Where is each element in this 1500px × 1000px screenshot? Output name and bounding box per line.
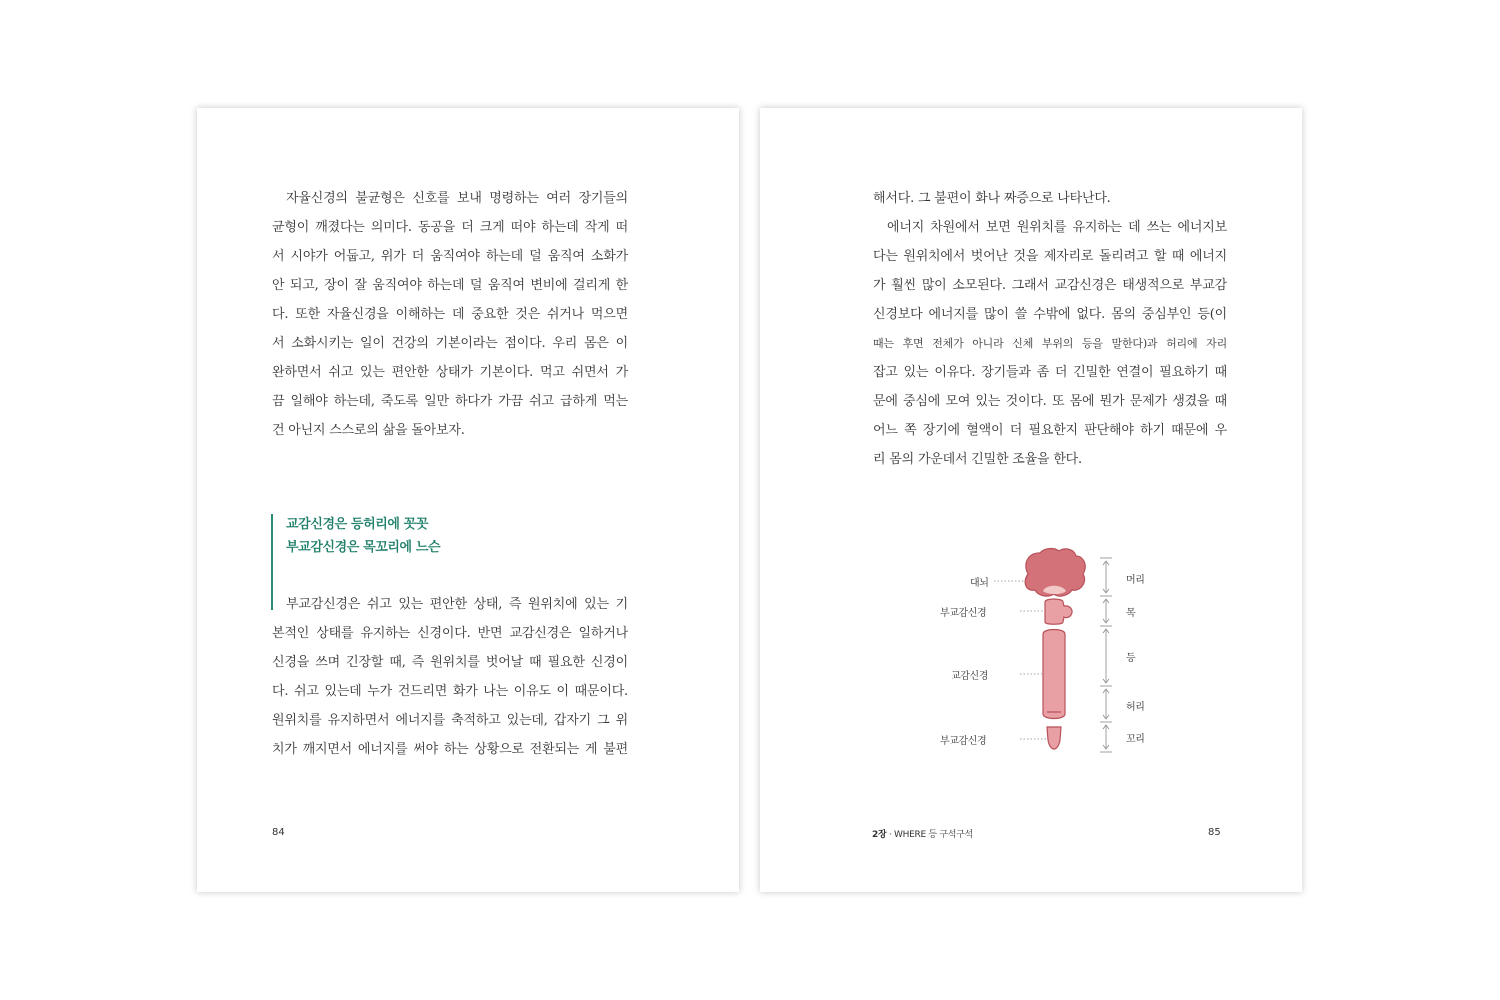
text-line: 때는 후면 전체가 아니라 신체 부위의 등을 말한다)과 허리에 자리 xyxy=(873,337,1227,350)
text-line: 해서다. 그 불편이 화나 짜증으로 나타난다. xyxy=(873,191,1111,206)
paragraph-parasympathetic xyxy=(272,590,628,764)
text-line: 어느 쪽 장기에 혈액이 더 필요한지 판단해야 하기 때문에 우 xyxy=(873,423,1227,438)
label-parasympathetic-upper: 부교감신경 xyxy=(940,608,987,619)
text-line: 건 아닌지 스스로의 삶을 돌아보자. xyxy=(272,423,465,438)
label-tail: 꼬리 xyxy=(1126,734,1145,745)
brain-shape xyxy=(1025,549,1085,597)
text-line: 리 몸의 가운데서 긴밀한 조율을 한다. xyxy=(873,452,1082,467)
section-heading xyxy=(286,513,440,559)
left-page xyxy=(197,108,739,892)
tail-shape xyxy=(1047,727,1061,749)
text-line: 문에 중심에 모여 있는 것이다. 또 몸에 뭔가 문제가 생겼을 때 xyxy=(873,394,1227,409)
text-line: 에너지 차원에서 보면 원위치를 유지하는 데 쓰는 에너지보 xyxy=(887,220,1227,235)
text-line: 원위치를 유지하면서 에너지를 축적하고 있는데, 갑자기 그 위 xyxy=(272,713,628,728)
heading-line-1: 교감신경은 등허리에 꼿꼿 xyxy=(286,517,428,532)
text-line: 가 훨씬 많이 소모된다. 그래서 교감신경은 태생적으로 부교감 xyxy=(873,278,1227,293)
text-line: 신경보다 에너지를 많이 쓸 수밖에 없다. 몸의 중심부인 등(이 xyxy=(873,307,1227,322)
text-line: 자율신경의 불균형은 신호를 보내 명령하는 여러 장기들의 xyxy=(286,191,628,206)
text-line: 균형이 깨졌다는 의미다. 동공을 더 크게 떠야 하는데 작게 떠 xyxy=(272,220,628,235)
label-head: 머리 xyxy=(1126,575,1145,586)
label-parasympathetic-lower: 부교감신경 xyxy=(940,736,987,747)
label-back: 등 xyxy=(1126,653,1136,664)
nervous-system-figure xyxy=(930,544,1190,754)
text-line: 완하면서 쉬고 있는 편안한 상태가 기본이다. 먹고 쉬면서 가 xyxy=(272,365,628,380)
running-head xyxy=(872,827,973,840)
paragraph-autonomic-imbalance xyxy=(272,184,628,445)
spine-shape xyxy=(1043,630,1065,719)
text-line: 다는 원위치에서 벗어난 것을 제자리로 돌리려고 할 때 에너지 xyxy=(873,249,1227,264)
heading-line-2: 부교감신경은 목꼬리에 느슨 xyxy=(286,540,441,555)
text-line: 안 되고, 장이 잘 움직여야 하는데 덜 움직여 변비에 걸리게 한 xyxy=(272,278,628,293)
text-line: 신경을 쓰며 긴장할 때, 즉 원위치를 벗어날 때 필요한 신경이 xyxy=(272,655,628,670)
text-line: 서 소화시키는 일이 건강의 기본이라는 점이다. 우리 몸은 이 xyxy=(272,336,628,351)
text-line: 치가 깨지면서 에너지를 써야 하는 상황으로 전환되는 게 불편 xyxy=(272,742,628,757)
text-line: 서 시야가 어둡고, 위가 더 움직여야 하는데 덜 움직여 소화가 xyxy=(272,249,628,264)
page-number-right: 85 xyxy=(1208,827,1221,838)
running-head-title: · WHERE 등 구석구석 xyxy=(886,830,973,840)
text-line: 잡고 있는 이유다. 장기들과 좀 더 긴밀한 연결이 필요하기 때 xyxy=(873,365,1227,380)
page-number-left: 84 xyxy=(272,827,285,838)
paragraph-energy xyxy=(873,184,1227,474)
label-sympathetic: 교감신경 xyxy=(951,671,989,682)
text-line: 부교감신경은 쉬고 있는 편안한 상태, 즉 원위치에 있는 기 xyxy=(286,597,628,612)
brain-spine-illustration xyxy=(930,544,1190,754)
running-head-chapter: 2장 xyxy=(872,830,887,840)
text-line: 끔 일해야 하는데, 죽도록 일만 하다가 가끔 쉬고 급하게 먹는 xyxy=(272,394,628,409)
label-neck: 목 xyxy=(1126,608,1136,619)
text-line: 본적인 상태를 유지하는 신경이다. 반면 교감신경은 일하거나 xyxy=(272,626,628,641)
leader-lines xyxy=(994,581,1047,739)
label-cerebrum: 대뇌 xyxy=(970,578,989,589)
text-line: 다. 쉬고 있는데 누가 건드리면 화가 나는 이유도 이 때문이다. xyxy=(272,684,628,699)
neck-shape xyxy=(1045,599,1072,624)
label-waist: 허리 xyxy=(1126,702,1145,713)
body-scale xyxy=(1100,558,1112,752)
text-line: 다. 또한 자율신경을 이해하는 데 중요한 것은 쉬거나 먹으면 xyxy=(272,307,628,322)
right-page xyxy=(760,108,1302,892)
